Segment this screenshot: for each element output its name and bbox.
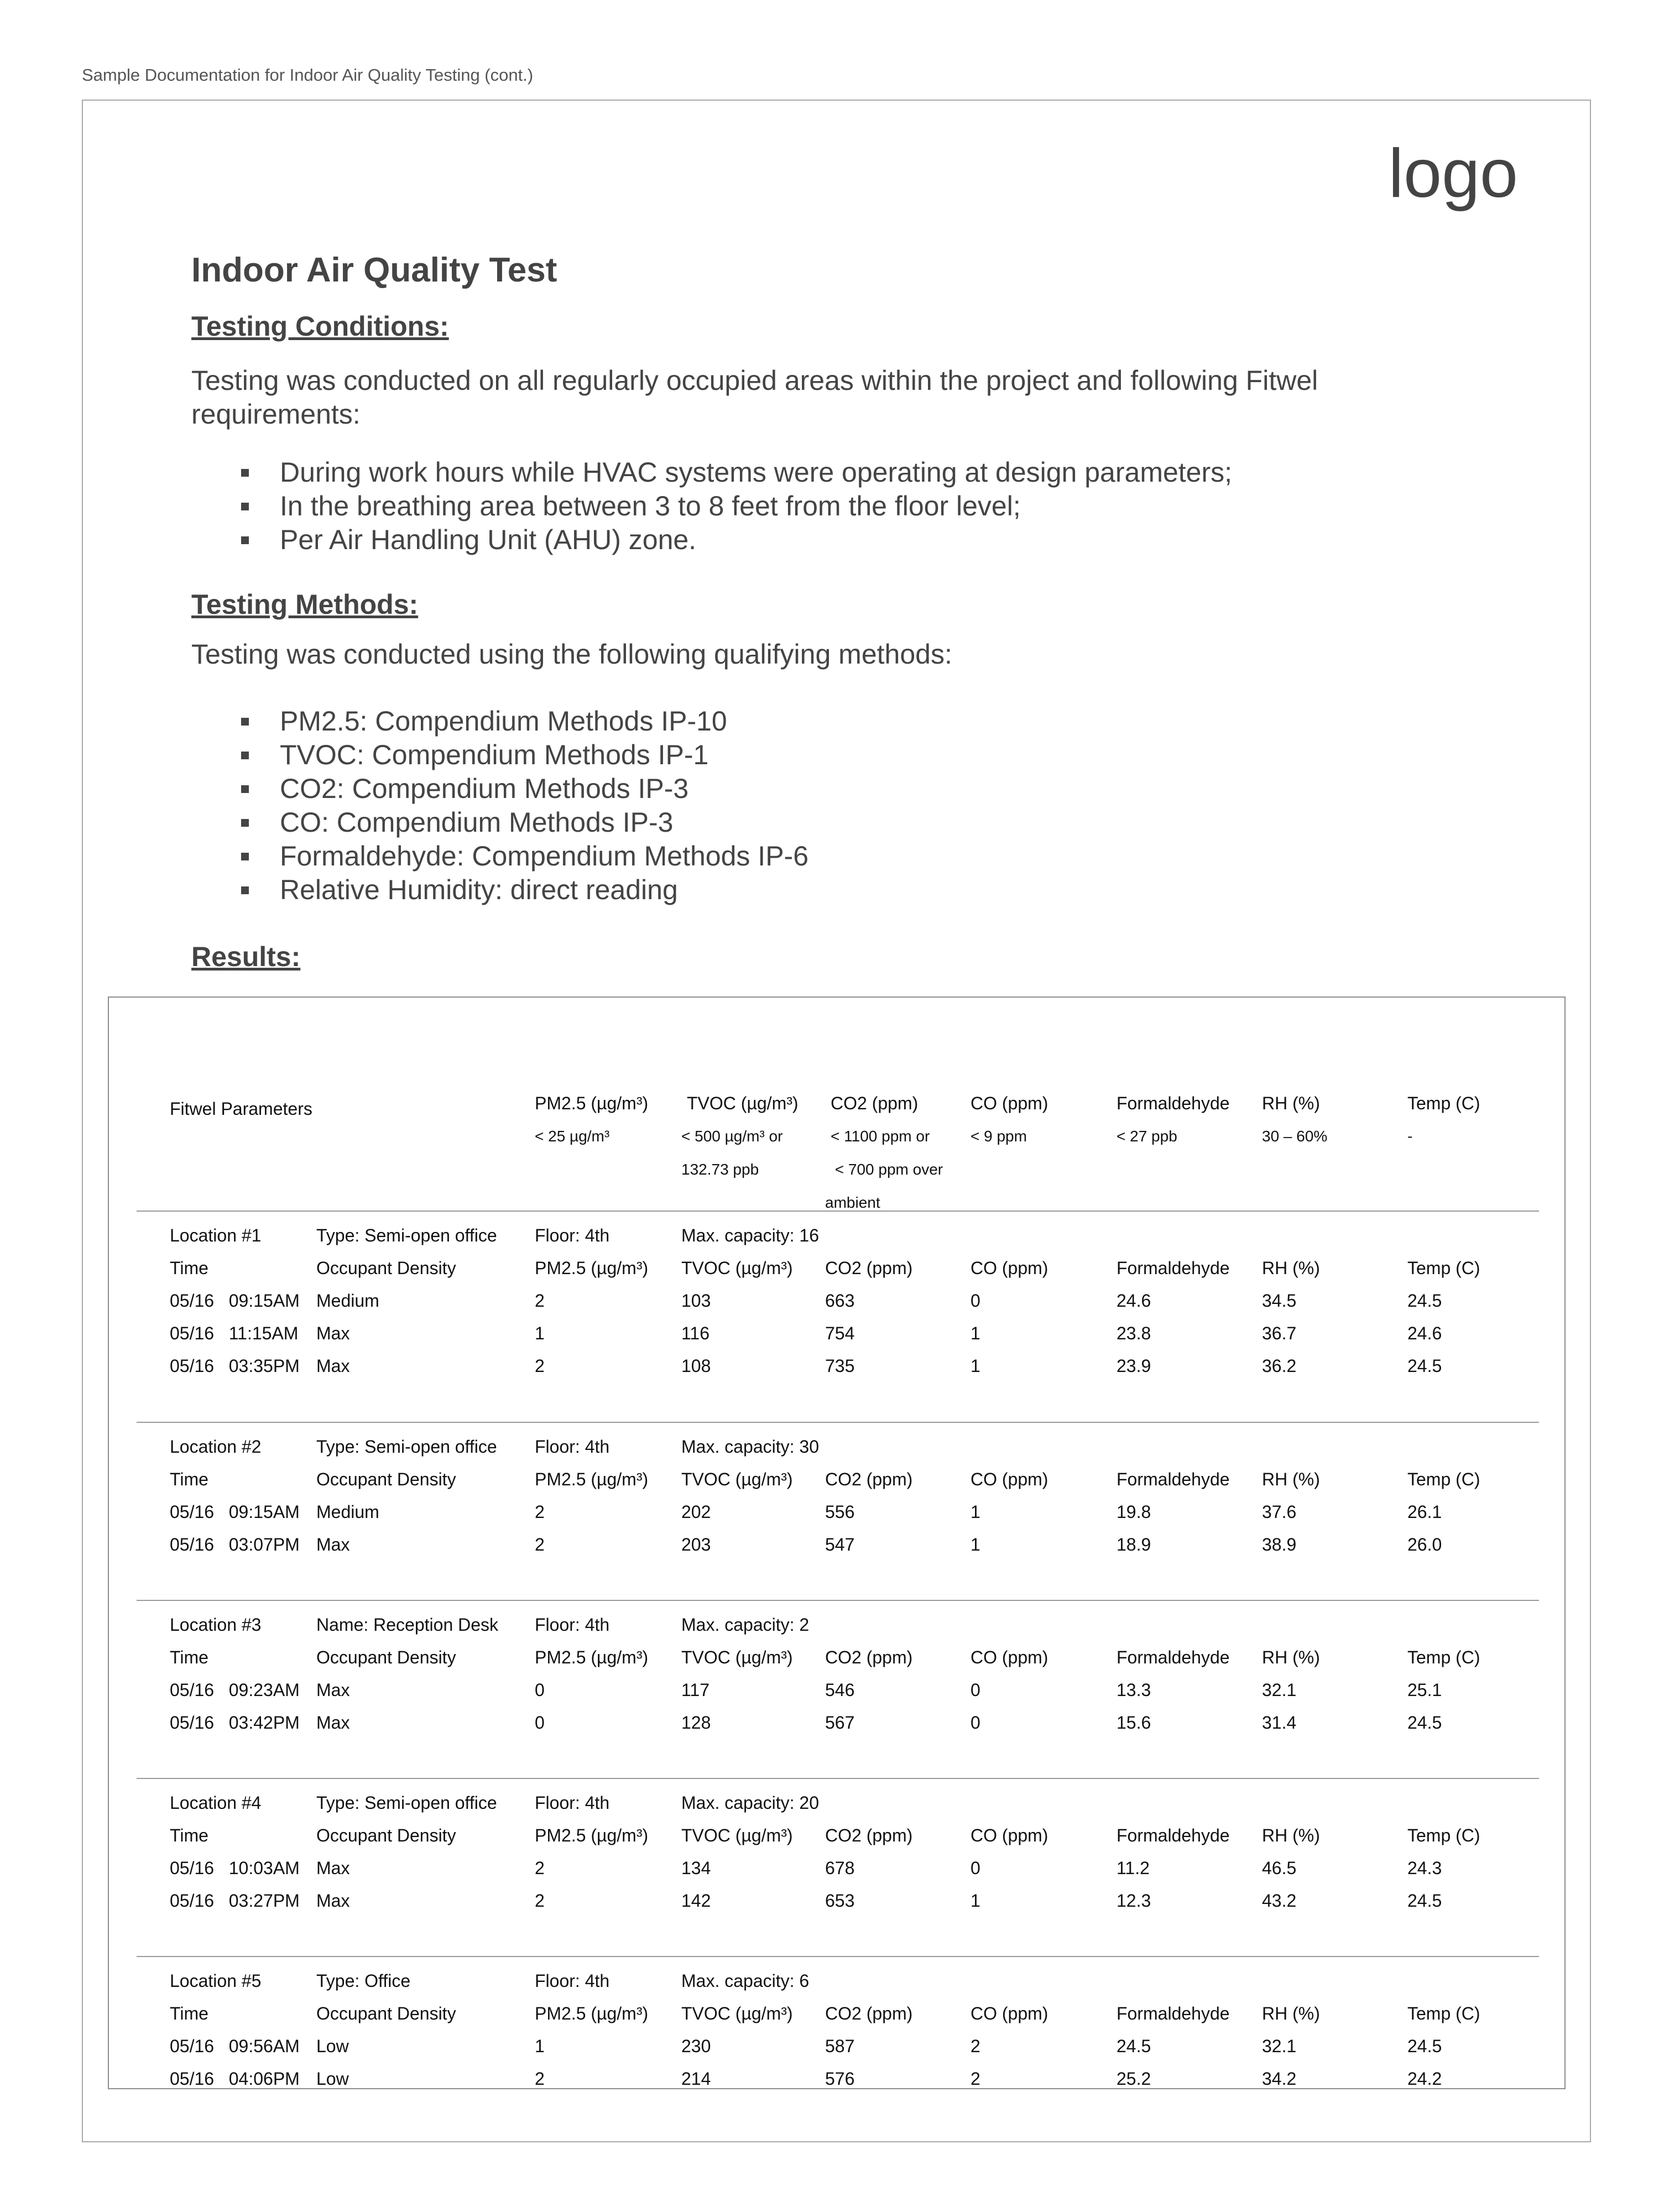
co2-column-header: CO2 (ppm) <box>825 1647 913 1667</box>
co2-cell: 556 <box>825 1502 855 1522</box>
location-floor: Floor: 4th <box>535 1615 610 1635</box>
co2-cell: 663 <box>825 1291 855 1311</box>
square-bullet-icon <box>241 853 249 860</box>
pm25-column-header: PM2.5 (µg/m³) <box>535 1469 649 1489</box>
table-row <box>170 1713 1519 1745</box>
occupant-density-column-header: Occupant Density <box>316 1469 456 1489</box>
location-block <box>170 1615 1519 1778</box>
co-cell: 2 <box>971 2036 980 2056</box>
rh-column-header: RH (%) <box>1262 1258 1320 1278</box>
list-item: Formaldehyde: Compendium Methods IP-6 <box>241 839 1463 873</box>
rh-cell: 34.5 <box>1262 1291 1297 1311</box>
temp-cell: 24.3 <box>1407 1858 1442 1878</box>
pm25-cell: 2 <box>535 1502 545 1522</box>
co2-column-header: CO2 (ppm) <box>825 2004 913 2023</box>
co2-cell: 678 <box>825 1858 855 1878</box>
list-item: TVOC: Compendium Methods IP-1 <box>241 738 1463 772</box>
temp-cell: 25.1 <box>1407 1680 1442 1700</box>
location-number: Location #2 <box>170 1437 262 1457</box>
table-row <box>170 1291 1519 1323</box>
square-bullet-icon <box>241 886 249 894</box>
rh-header: RH (%) <box>1262 1093 1320 1113</box>
location-number: Location #5 <box>170 1971 262 1991</box>
rh-cell: 34.2 <box>1262 2069 1297 2089</box>
location-type: Name: Reception Desk <box>316 1615 499 1635</box>
tvoc-column-header: TVOC (µg/m³) <box>681 1469 793 1489</box>
table-row <box>170 1535 1519 1567</box>
co2-column-header: CO2 (ppm) <box>825 1825 913 1845</box>
testing-conditions-intro: Testing was conducted on all regularly occupied areas within the project and following Fitwel requirements: <box>191 365 1318 430</box>
location-floor: Floor: 4th <box>535 1971 610 1991</box>
time-cell: 05/16 04:06PM <box>170 2069 300 2089</box>
formaldehyde-column-header: Formaldehyde <box>1117 1825 1230 1845</box>
rh-cell: 37.6 <box>1262 1502 1297 1522</box>
formaldehyde-cell: 25.2 <box>1117 2069 1151 2089</box>
location-header-row <box>170 1615 1519 1647</box>
location-type: Type: Office <box>316 1971 411 1991</box>
occupant-density-column-header: Occupant Density <box>316 1647 456 1667</box>
temp-column-header: Temp (C) <box>1407 1258 1480 1278</box>
list-item: During work hours while HVAC systems were operating at design parameters; <box>241 456 1463 489</box>
time-cell: 05/16 03:27PM <box>170 1891 300 1911</box>
co-cell: 0 <box>971 1291 980 1311</box>
rh-column-header: RH (%) <box>1262 1647 1320 1667</box>
formaldehyde-column-header: Formaldehyde <box>1117 1647 1230 1667</box>
pm25-cell: 2 <box>535 2069 545 2089</box>
list-item: CO: Compendium Methods IP-3 <box>241 806 1463 839</box>
temp-column-header: Temp (C) <box>1407 1825 1480 1845</box>
testing-conditions-list <box>191 456 1463 557</box>
occupant-density-column-header: Occupant Density <box>316 2004 456 2023</box>
location-capacity: Max. capacity: 2 <box>681 1615 810 1635</box>
co2-header: CO2 (ppm) <box>831 1093 919 1113</box>
square-bullet-icon <box>241 819 249 827</box>
pm25-cell: 0 <box>535 1713 545 1733</box>
testing-methods-heading: Testing Methods: <box>191 589 419 620</box>
tvoc-column-header: TVOC (µg/m³) <box>681 1825 793 1845</box>
running-header: Sample Documentation for Indoor Air Quality Testing (cont.) <box>82 65 534 85</box>
location-block <box>170 1225 1519 1422</box>
temp-cell: 24.5 <box>1407 2036 1442 2056</box>
time-cell: 05/16 11:15AM <box>170 1323 299 1343</box>
time-column-header: Time <box>170 1469 208 1489</box>
formaldehyde-cell: 19.8 <box>1117 1502 1151 1522</box>
temp-column-header: Temp (C) <box>1407 1647 1480 1667</box>
formaldehyde-limit-cell <box>1117 1087 1230 1153</box>
location-divider <box>137 1956 1539 1957</box>
location-divider <box>137 1422 1539 1423</box>
square-bullet-icon <box>241 752 249 759</box>
time-column-header: Time <box>170 1647 208 1667</box>
tvoc-limit-cell <box>681 1087 799 1186</box>
co-cell: 0 <box>971 1858 980 1878</box>
co-column-header: CO (ppm) <box>971 1825 1048 1845</box>
pm25-cell: 0 <box>535 1680 545 1700</box>
tvoc-column-header: TVOC (µg/m³) <box>681 2004 793 2023</box>
square-bullet-icon <box>241 718 249 726</box>
pm25-column-header: PM2.5 (µg/m³) <box>535 2004 649 2023</box>
tvoc-cell: 203 <box>681 1535 711 1554</box>
co2-cell: 576 <box>825 2069 855 2089</box>
occupant-density-cell: Max <box>316 1891 350 1911</box>
rh-cell: 36.7 <box>1262 1323 1297 1343</box>
tvoc-header: TVOC (µg/m³) <box>687 1093 799 1113</box>
location-floor: Floor: 4th <box>535 1793 610 1813</box>
co2-limit-1: < 1100 ppm or <box>831 1128 930 1145</box>
occupant-density-cell: Max <box>316 1323 350 1343</box>
table-row <box>170 1680 1519 1713</box>
time-cell: 05/16 09:56AM <box>170 2036 300 2056</box>
time-cell: 05/16 03:07PM <box>170 1535 300 1554</box>
location-header-row <box>170 1971 1519 2004</box>
formaldehyde-column-header: Formaldehyde <box>1117 2004 1230 2023</box>
time-cell: 05/16 09:15AM <box>170 1291 300 1311</box>
column-header-row <box>170 2004 1519 2036</box>
temp-column-header: Temp (C) <box>1407 2004 1480 2023</box>
co2-cell: 587 <box>825 2036 855 2056</box>
occupant-density-cell: Low <box>316 2036 349 2056</box>
occupant-density-cell: Max <box>316 1680 350 1700</box>
formaldehyde-column-header: Formaldehyde <box>1117 1469 1230 1489</box>
table-row <box>170 2069 1519 2101</box>
tvoc-limit-1: < 500 µg/m³ or <box>681 1128 783 1145</box>
rh-column-header: RH (%) <box>1262 1825 1320 1845</box>
location-header-row <box>170 1437 1519 1469</box>
column-header-row <box>170 1647 1519 1680</box>
co-column-header: CO (ppm) <box>971 2004 1048 2023</box>
rh-limit-cell <box>1262 1087 1327 1153</box>
temp-cell: 24.2 <box>1407 2069 1442 2089</box>
pm25-column-header: PM2.5 (µg/m³) <box>535 1825 649 1845</box>
rh-cell: 43.2 <box>1262 1891 1297 1911</box>
list-item: In the breathing area between 3 to 8 feet from the floor level; <box>241 489 1463 523</box>
table-row <box>170 1502 1519 1535</box>
location-number: Location #1 <box>170 1225 262 1245</box>
co2-cell: 653 <box>825 1891 855 1911</box>
formaldehyde-header: Formaldehyde <box>1117 1093 1230 1113</box>
testing-conditions-heading: Testing Conditions: <box>191 311 449 342</box>
time-column-header: Time <box>170 1258 208 1278</box>
rh-limit: 30 – 60% <box>1262 1128 1328 1145</box>
table-row <box>170 1858 1519 1891</box>
co2-column-header: CO2 (ppm) <box>825 1469 913 1489</box>
occupant-density-cell: Low <box>316 2069 349 2089</box>
tvoc-column-header: TVOC (µg/m³) <box>681 1258 793 1278</box>
occupant-density-cell: Max <box>316 1535 350 1554</box>
co2-cell: 735 <box>825 1356 855 1376</box>
location-capacity: Max. capacity: 20 <box>681 1793 819 1813</box>
column-header-row <box>170 1825 1519 1858</box>
location-header-row <box>170 1225 1519 1258</box>
locations-container <box>170 1211 1519 2134</box>
location-block <box>170 1793 1519 1956</box>
formaldehyde-cell: 15.6 <box>1117 1713 1151 1733</box>
co2-cell: 546 <box>825 1680 855 1700</box>
formaldehyde-cell: 11.2 <box>1117 1858 1150 1878</box>
formaldehyde-limit: < 27 ppb <box>1117 1128 1177 1145</box>
formaldehyde-cell: 23.9 <box>1117 1356 1151 1376</box>
table-row <box>170 1891 1519 1923</box>
document-content <box>191 250 1463 973</box>
temp-header: Temp (C) <box>1407 1093 1480 1113</box>
results-table-body <box>170 1056 1519 2134</box>
location-divider <box>137 1778 1539 1779</box>
temp-column-header: Temp (C) <box>1407 1469 1480 1489</box>
list-item: Per Air Handling Unit (AHU) zone. <box>241 523 1463 557</box>
formaldehyde-cell: 23.8 <box>1117 1323 1151 1343</box>
table-row <box>170 1356 1519 1389</box>
co-column-header: CO (ppm) <box>971 1469 1048 1489</box>
table-row <box>170 2036 1519 2069</box>
pm25-column-header: PM2.5 (µg/m³) <box>535 1258 649 1278</box>
square-bullet-icon <box>241 503 249 510</box>
pm25-column-header: PM2.5 (µg/m³) <box>535 1647 649 1667</box>
list-item: CO2: Compendium Methods IP-3 <box>241 772 1463 806</box>
tvoc-cell: 214 <box>681 2069 711 2089</box>
formaldehyde-cell: 24.6 <box>1117 1291 1151 1311</box>
location-divider <box>137 1600 1539 1601</box>
tvoc-cell: 134 <box>681 1858 711 1878</box>
pm25-limit: < 25 µg/m³ <box>535 1128 610 1145</box>
co-cell: 1 <box>971 1535 980 1554</box>
location-number: Location #4 <box>170 1793 262 1813</box>
pm25-cell: 2 <box>535 1858 545 1878</box>
location-type: Type: Semi-open office <box>316 1437 497 1457</box>
temp-cell: 24.5 <box>1407 1713 1442 1733</box>
co2-limit-3: ambient <box>825 1194 880 1211</box>
formaldehyde-cell: 24.5 <box>1117 2036 1151 2056</box>
formaldehyde-column-header: Formaldehyde <box>1117 1258 1230 1278</box>
pm25-cell: 1 <box>535 1323 545 1343</box>
location-type: Type: Semi-open office <box>316 1225 497 1245</box>
co2-limit-cell <box>825 1087 943 1219</box>
rh-column-header: RH (%) <box>1262 2004 1320 2023</box>
temp-cell: 24.5 <box>1407 1891 1442 1911</box>
pm25-cell: 2 <box>535 1291 545 1311</box>
tvoc-cell: 108 <box>681 1356 711 1376</box>
tvoc-cell: 142 <box>681 1891 711 1911</box>
co-cell: 2 <box>971 2069 980 2089</box>
co-cell: 1 <box>971 1891 980 1911</box>
co-cell: 0 <box>971 1713 980 1733</box>
tvoc-cell: 116 <box>681 1323 710 1343</box>
list-item: Relative Humidity: direct reading <box>241 873 1463 907</box>
co-column-header: CO (ppm) <box>971 1258 1048 1278</box>
location-number: Location #3 <box>170 1615 262 1635</box>
co-cell: 1 <box>971 1323 980 1343</box>
co-column-header: CO (ppm) <box>971 1647 1048 1667</box>
location-floor: Floor: 4th <box>535 1437 610 1457</box>
rh-cell: 36.2 <box>1262 1356 1297 1376</box>
co2-cell: 547 <box>825 1535 855 1554</box>
location-type: Type: Semi-open office <box>316 1793 497 1813</box>
rh-cell: 38.9 <box>1262 1535 1297 1554</box>
temp-limit-cell <box>1407 1087 1480 1153</box>
rh-cell: 32.1 <box>1262 2036 1297 2056</box>
results-heading: Results: <box>191 941 301 973</box>
rh-cell: 32.1 <box>1262 1680 1297 1700</box>
tvoc-column-header: TVOC (µg/m³) <box>681 1647 793 1667</box>
occupant-density-cell: Medium <box>316 1502 379 1522</box>
co-cell: 1 <box>971 1356 980 1376</box>
time-cell: 05/16 10:03AM <box>170 1858 300 1878</box>
co2-column-header: CO2 (ppm) <box>825 1258 913 1278</box>
formaldehyde-cell: 13.3 <box>1117 1680 1151 1700</box>
location-block <box>170 1971 1519 2134</box>
time-column-header: Time <box>170 2004 208 2023</box>
temp-cell: 24.5 <box>1407 1291 1442 1311</box>
square-bullet-icon <box>241 536 249 544</box>
co-cell: 0 <box>971 1680 980 1700</box>
square-bullet-icon <box>241 785 249 793</box>
co-header: CO (ppm) <box>971 1093 1048 1113</box>
page-frame <box>82 100 1591 2142</box>
temp-limit: - <box>1407 1128 1413 1145</box>
pm25-cell: 1 <box>535 2036 545 2056</box>
testing-methods-list <box>191 705 1463 907</box>
pm25-cell: 2 <box>535 1535 545 1554</box>
temp-cell: 26.0 <box>1407 1535 1442 1554</box>
pm25-limit-cell <box>535 1087 648 1153</box>
page-title: Indoor Air Quality Test <box>191 251 557 289</box>
time-cell: 05/16 03:35PM <box>170 1356 300 1376</box>
square-bullet-icon <box>241 469 249 477</box>
co2-limit-2: < 700 ppm over <box>831 1161 943 1178</box>
location-header-row <box>170 1793 1519 1825</box>
occupant-density-column-header: Occupant Density <box>316 1258 456 1278</box>
temp-cell: 24.6 <box>1407 1323 1442 1343</box>
occupant-density-cell: Max <box>316 1713 350 1733</box>
temp-cell: 24.5 <box>1407 1356 1442 1376</box>
formaldehyde-cell: 18.9 <box>1117 1535 1151 1554</box>
rh-cell: 46.5 <box>1262 1858 1297 1878</box>
occupant-density-column-header: Occupant Density <box>316 1825 456 1845</box>
rh-cell: 31.4 <box>1262 1713 1297 1733</box>
location-capacity: Max. capacity: 30 <box>681 1437 819 1457</box>
occupant-density-cell: Max <box>316 1356 350 1376</box>
co2-cell: 567 <box>825 1713 855 1733</box>
tvoc-limit-2: 132.73 ppb <box>681 1161 759 1178</box>
co2-cell: 754 <box>825 1323 855 1343</box>
tvoc-cell: 103 <box>681 1291 711 1311</box>
rh-column-header: RH (%) <box>1262 1469 1320 1489</box>
time-cell: 05/16 03:42PM <box>170 1713 300 1733</box>
pm25-header: PM2.5 (µg/m³) <box>535 1093 649 1113</box>
location-block <box>170 1437 1519 1600</box>
time-cell: 05/16 09:15AM <box>170 1502 300 1522</box>
location-capacity: Max. capacity: 16 <box>681 1225 819 1245</box>
co-limit: < 9 ppm <box>971 1128 1027 1145</box>
list-item: PM2.5: Compendium Methods IP-10 <box>241 705 1463 738</box>
testing-methods-intro: Testing was conducted using the following qualifying methods: <box>191 639 952 670</box>
formaldehyde-cell: 12.3 <box>1117 1891 1151 1911</box>
column-header-row <box>170 1469 1519 1502</box>
fitwel-parameters-label: Fitwel Parameters <box>170 1099 312 1119</box>
tvoc-cell: 128 <box>681 1713 711 1733</box>
table-row <box>170 1323 1519 1356</box>
fitwel-parameters-row <box>170 1056 1519 1211</box>
results-table <box>108 997 1566 2089</box>
location-floor: Floor: 4th <box>535 1225 610 1245</box>
tvoc-cell: 117 <box>681 1680 710 1700</box>
tvoc-cell: 230 <box>681 2036 711 2056</box>
time-cell: 05/16 09:23AM <box>170 1680 300 1700</box>
time-column-header: Time <box>170 1825 208 1845</box>
occupant-density-cell: Medium <box>316 1291 379 1311</box>
temp-cell: 26.1 <box>1407 1502 1442 1522</box>
tvoc-cell: 202 <box>681 1502 711 1522</box>
co-limit-cell <box>971 1087 1048 1153</box>
co-cell: 1 <box>971 1502 980 1522</box>
pm25-cell: 2 <box>535 1891 545 1911</box>
column-header-row <box>170 1258 1519 1291</box>
location-capacity: Max. capacity: 6 <box>681 1971 810 1991</box>
logo: logo <box>1388 135 1518 212</box>
pm25-cell: 2 <box>535 1356 545 1376</box>
occupant-density-cell: Max <box>316 1858 350 1878</box>
